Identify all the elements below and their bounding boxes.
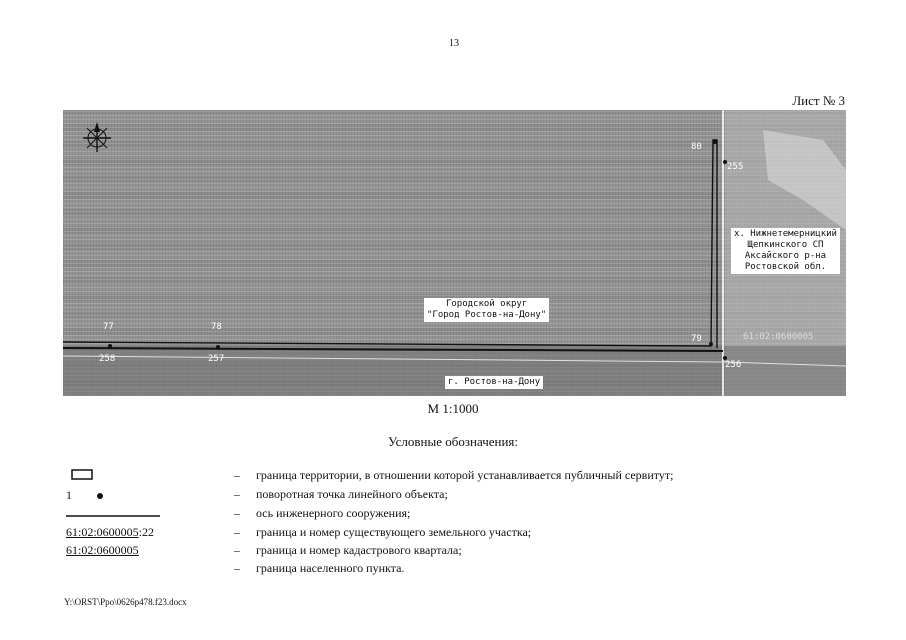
turning-point [216,345,220,349]
north-arrow-icon [83,122,111,152]
legend-dash: – [234,561,240,575]
district-label-line2: "Город Ростов-на-Дону" [427,310,547,320]
sheet-label: Лист № 3 [792,93,845,108]
turning-point-symbol [66,488,103,503]
settlement-label-line2: Щепкинского СП [747,240,824,250]
legend-dash: – [234,487,240,501]
point-label-78: 78 [211,322,222,332]
settlement-label-line1: х. Нижнетемерницкий [734,229,837,239]
file-path-footer: Y:\ORST\Ppo\0626p478.f23.docx [64,597,187,607]
settlement-label-line3: Аксайского р-на [744,251,827,261]
legend-row-quarter [0,543,906,561]
page-number: 13 [449,38,459,49]
settlement-label [731,228,840,274]
legend-title: Условные обозначения: [387,434,519,449]
legend-row-axis [0,506,906,524]
parcel-number-suffix: :22 [138,525,155,539]
legend-text: граница территории, в отношении которой устанавливается публичный сервитут; [256,468,674,482]
legend-text: граница и номер существующего земельного участка; [256,525,532,539]
turning-point [709,342,713,346]
point-label-257: 257 [208,354,225,364]
district-label-line1: Городской округ [445,299,528,309]
axis-line-icon [66,508,162,523]
legend-row-turning-point [0,487,906,505]
turning-point-number: 1 [66,488,72,502]
legend-text: граница и номер кадастрового квартала; [256,543,462,557]
parcel-number-underlined: 61:02:0600005 [66,525,139,539]
point-label-79: 79 [691,334,702,344]
servitude-boundary [63,140,717,348]
city-label: г. Ростов-на-Дону [445,376,543,389]
legend-text: ось инженерного сооружения; [256,506,411,520]
point-label-258: 258 [99,354,116,364]
point-label-256: 256 [725,360,742,370]
turning-point [713,140,717,144]
legend-dash: – [234,543,240,557]
point-label-255: 255 [727,162,744,172]
settlement-label-line4: Ростовской обл. [744,262,827,272]
parcel-number-label: 61:02:0600005 [743,332,814,342]
district-label [424,298,549,322]
map-scale: М 1:1000 [427,401,479,416]
quarter-number-symbol: 61:02:0600005 [66,543,139,557]
legend-text: поворотная точка линейного объекта; [256,487,448,501]
point-label-80: 80 [691,142,702,152]
parcel-number-symbol [66,525,154,540]
legend-row-settlement [0,561,906,579]
boundary-rectangle-icon [66,468,96,486]
legend-dash: – [234,468,240,482]
legend-text: граница населенного пункта. [256,561,405,575]
cadastral-map [63,110,846,396]
legend-dash: – [234,506,240,520]
legend-row-parcel [0,525,906,543]
point-label-77: 77 [103,322,114,332]
dot-icon [97,493,103,499]
map-overlay [63,110,846,396]
legend-dash: – [234,525,240,539]
legend-row-servitude [0,468,906,486]
turning-point [108,344,112,348]
